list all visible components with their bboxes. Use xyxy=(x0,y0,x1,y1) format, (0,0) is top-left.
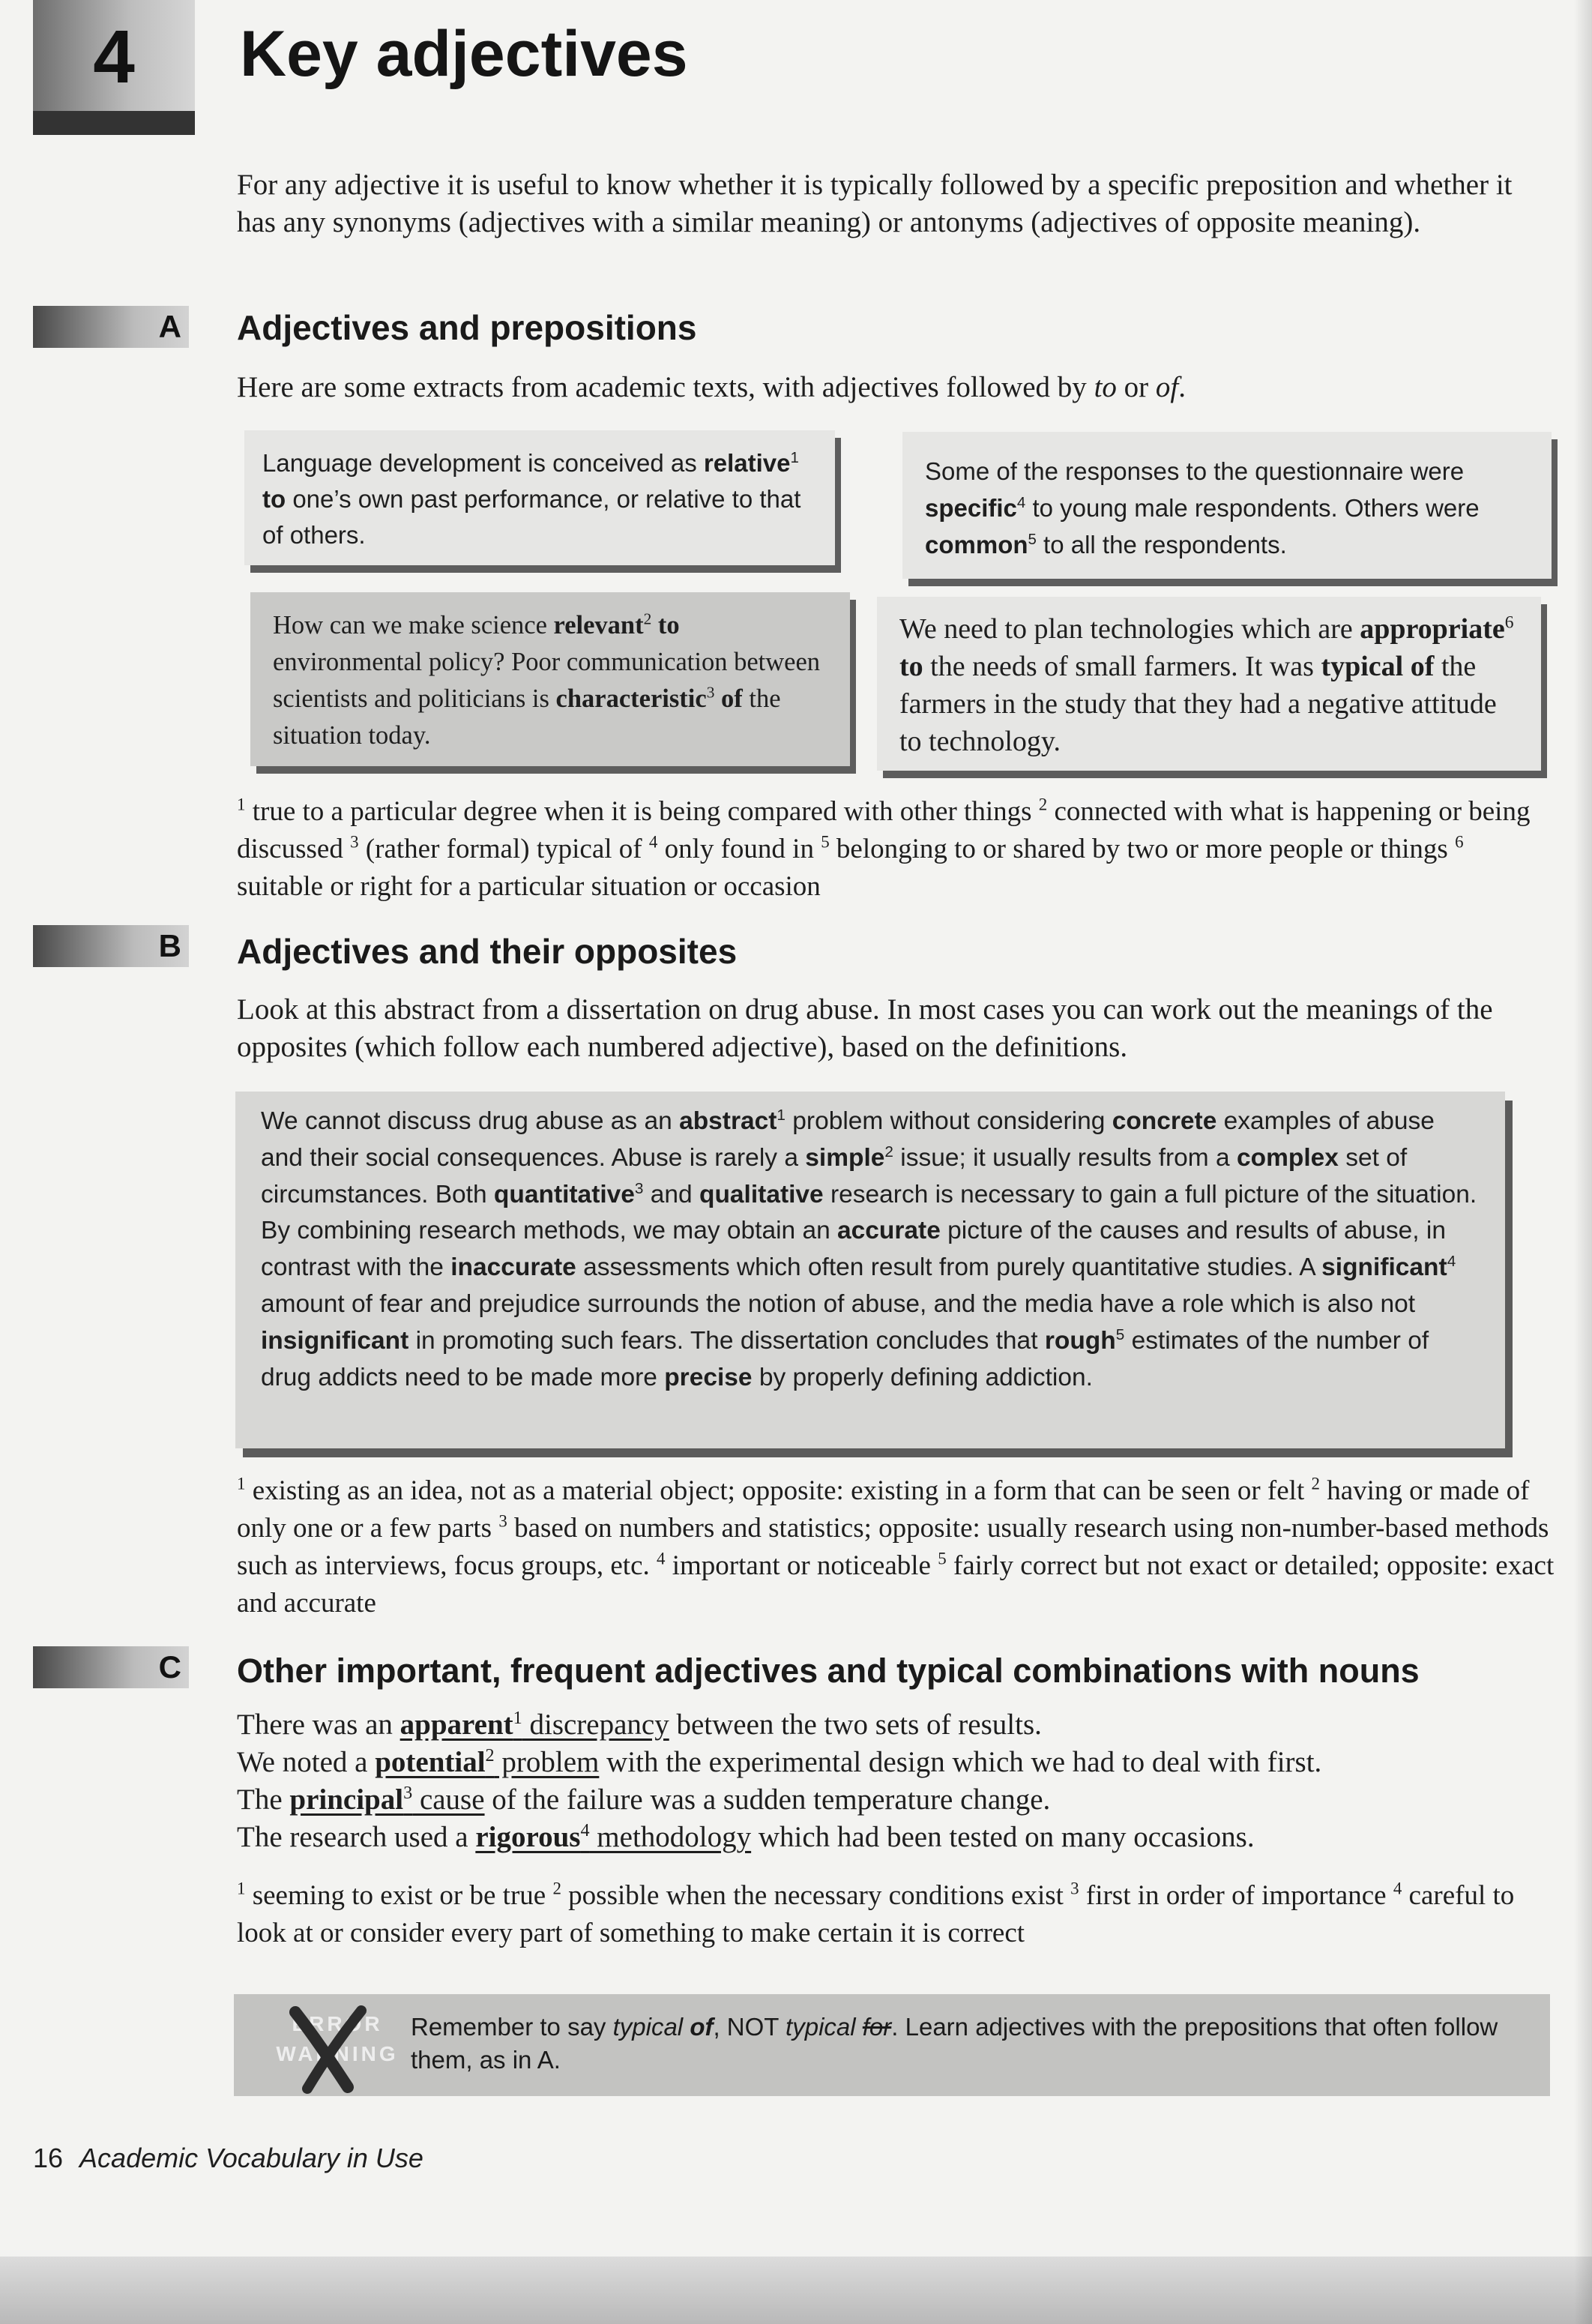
preposition: to xyxy=(262,485,286,513)
intro-of: of xyxy=(1155,371,1179,403)
section-c-marker xyxy=(33,1646,189,1688)
section-c-heading: Other important, frequent adjectives and typical combinations with nouns xyxy=(237,1652,1420,1690)
keyword: relative xyxy=(703,449,791,477)
text: by properly defining addiction. xyxy=(752,1363,1093,1391)
correct-form: typical xyxy=(612,2013,690,2041)
definition-number: 3 xyxy=(1070,1879,1079,1898)
text: examples of abuse and their social consequences. Abuse is rarely a xyxy=(261,1107,1435,1172)
error-warning-box xyxy=(234,1994,1550,2096)
definition-text: possible when the necessary conditions exist xyxy=(561,1880,1071,1911)
page-number: 16 xyxy=(33,2143,64,2173)
noun: discrepancy xyxy=(522,1709,669,1741)
text: which had been tested on many occasions. xyxy=(751,1821,1255,1853)
example-line xyxy=(237,1781,1556,1819)
example-line xyxy=(237,1819,1556,1856)
definition-text: having or made of only one or a few parts xyxy=(237,1475,1530,1544)
definition-number: 5 xyxy=(938,1549,947,1568)
adjective: apparent xyxy=(399,1709,513,1741)
section-a-letter: A xyxy=(158,309,181,344)
definition-text: fairly correct but not exact or detailed; opposite: exact and accurate xyxy=(237,1550,1555,1619)
label-line: ERROR xyxy=(292,2012,383,2035)
text: of the failure was a sudden temperature change. xyxy=(484,1783,1051,1816)
text: amount of fear and prejudice surrounds the notion of abuse, and the media have a role which is also not xyxy=(261,1289,1416,1318)
text: , NOT xyxy=(713,2013,786,2041)
footnote-ref: 1 xyxy=(513,1708,522,1728)
collocation xyxy=(375,1746,599,1778)
noun: problem xyxy=(494,1746,600,1778)
intro-to: to xyxy=(1094,371,1117,403)
footnote-ref: 3 xyxy=(706,683,715,702)
definition-text: careful to look at or consider every part of something to make certain it is correct xyxy=(237,1880,1515,1948)
text: We noted a xyxy=(237,1746,376,1778)
text: Language development is conceived as xyxy=(262,449,704,477)
text: We need to plan technologies which are xyxy=(899,613,1360,645)
page-edge-shadow xyxy=(1574,0,1592,2324)
keyword: quantitative xyxy=(493,1180,635,1208)
unit-tab-bar xyxy=(33,111,195,135)
section-a-definitions xyxy=(237,793,1556,906)
collocation xyxy=(400,1709,669,1741)
text: The research used a xyxy=(237,1821,476,1853)
label-line: WARNING xyxy=(276,2042,399,2065)
keyword: complex xyxy=(1236,1143,1339,1172)
footnote-ref: 1 xyxy=(790,449,799,466)
section-b-letter: B xyxy=(158,928,181,963)
noun: methodology xyxy=(589,1821,752,1853)
text: research is necessary to gain a full picture of the situation. By combining research methods, we may obtain an xyxy=(261,1180,1477,1245)
definition-number: 1 xyxy=(237,795,246,814)
footnote-ref: 4 xyxy=(1447,1253,1456,1271)
footnote-ref: 6 xyxy=(1504,612,1514,633)
page-footer xyxy=(33,2140,423,2177)
adjective: potential xyxy=(375,1746,486,1778)
section-c-definitions xyxy=(237,1877,1556,1952)
extract-box-1 xyxy=(244,430,835,565)
page-bottom-shadow xyxy=(0,2257,1592,2324)
collocation xyxy=(475,1821,751,1853)
adjective: principal xyxy=(289,1783,404,1816)
footnote-ref: 4 xyxy=(580,1820,590,1840)
section-c-letter: C xyxy=(158,1649,181,1685)
intro-text: Here are some extracts from academic texts, with adjectives followed by xyxy=(237,371,1094,403)
text: in promoting such fears. The dissertation concludes that xyxy=(408,1326,1045,1355)
footnote-ref: 2 xyxy=(643,609,652,628)
text: environmental policy? Poor communication between scientists and politicians is xyxy=(273,648,821,713)
footnote-ref: 4 xyxy=(1016,494,1026,511)
keyword: characteristic xyxy=(555,684,707,713)
keyword: relevant xyxy=(553,611,644,639)
section-a-marker xyxy=(33,306,189,348)
extract-box-1-text xyxy=(262,445,817,553)
footnote-ref: 2 xyxy=(884,1143,893,1161)
unit-intro: For any adjective it is useful to know whether it is typically followed by a specific preposition and whether it has any synonyms (adjectives with a similar meaning) or antonyms (adjectives of opposite meaning). xyxy=(237,169,1513,238)
error-warning-text xyxy=(411,2011,1520,2077)
definition-text: only found in xyxy=(657,834,821,864)
definition-number: 2 xyxy=(552,1879,561,1898)
abstract-box xyxy=(235,1092,1505,1448)
wrong-preposition: for xyxy=(862,2013,892,2041)
extract-box-2-text xyxy=(925,453,1529,563)
footnote-ref: 1 xyxy=(777,1106,786,1124)
keyword: accurate xyxy=(837,1217,941,1245)
definition-text: (rather formal) typical of xyxy=(358,834,649,864)
keyword: specific xyxy=(925,494,1017,522)
text: one’s own past performance, or relative to that of others. xyxy=(262,485,801,549)
definition-item xyxy=(237,796,1039,827)
footnote-ref: 5 xyxy=(1115,1325,1125,1343)
keyword: inaccurate xyxy=(450,1253,576,1282)
preposition: to xyxy=(651,611,680,639)
text: and xyxy=(643,1180,699,1208)
preposition: of xyxy=(714,684,743,713)
section-b-intro: Look at this abstract from a dissertation on drug abuse. In most cases you can work out the meanings of the opposites (which follow each numbered adjective), based on the definitions. xyxy=(237,993,1493,1063)
text: estimates of the number of drug addicts need to be made more xyxy=(261,1326,1429,1391)
footnote-ref: 3 xyxy=(403,1783,413,1803)
text: the farmers in the study that they had a negative attitude to technology. xyxy=(899,651,1497,757)
keyword: concrete xyxy=(1112,1107,1217,1135)
text: The xyxy=(237,1783,290,1816)
text: assessments which often result from purely quantitative studies. A xyxy=(576,1253,1322,1282)
definition-item xyxy=(821,834,1455,864)
keyword: qualitative xyxy=(699,1180,824,1208)
section-b-marker xyxy=(33,925,189,967)
section-a-intro xyxy=(237,369,1556,406)
footnote-ref: 2 xyxy=(485,1745,495,1765)
footnote-ref: 3 xyxy=(634,1179,644,1197)
definition-item xyxy=(237,1475,1311,1506)
intro-or: or xyxy=(1116,371,1156,403)
definition-text: connected with what is happening or being discussed xyxy=(237,796,1531,864)
definition-item xyxy=(552,1880,1070,1911)
text: the situation today. xyxy=(273,684,781,750)
cross-icon xyxy=(273,1999,378,2096)
keyword: insignificant xyxy=(261,1326,409,1355)
definition-item xyxy=(1070,1880,1393,1911)
definition-number: 6 xyxy=(1455,832,1464,852)
text: to young male respondents. Others were xyxy=(1025,494,1480,522)
definition-number: 2 xyxy=(1038,795,1048,814)
section-c-examples xyxy=(237,1706,1556,1856)
definition-item xyxy=(350,834,649,864)
keyword: simple xyxy=(805,1143,885,1172)
extract-box-3-text xyxy=(273,607,827,754)
definition-number: 1 xyxy=(237,1879,246,1898)
extract-box-4-text xyxy=(899,610,1519,760)
definition-number: 1 xyxy=(237,1474,246,1493)
correct-preposition: of xyxy=(690,2013,714,2041)
definition-text: important or noticeable xyxy=(665,1550,938,1581)
unit-number: 4 xyxy=(93,15,135,99)
adjective: rigorous xyxy=(475,1821,581,1853)
text: issue; it usually results from a xyxy=(893,1143,1237,1172)
footnote-ref: 5 xyxy=(1028,531,1037,548)
keyword: common xyxy=(925,531,1028,559)
definition-number: 4 xyxy=(657,1549,666,1568)
definition-text: seeming to exist or be true xyxy=(245,1880,553,1911)
extract-box-3 xyxy=(250,592,850,766)
text: the needs of small farmers. It was xyxy=(923,651,1321,682)
text: How can we make science xyxy=(273,611,554,639)
keyword: significant xyxy=(1321,1253,1447,1282)
text: between the two sets of results. xyxy=(669,1709,1042,1741)
definition-item xyxy=(237,1880,552,1911)
example-line xyxy=(237,1744,1556,1781)
text: to all the respondents. xyxy=(1036,531,1287,559)
text: Remember to say xyxy=(411,2013,613,2041)
definition-text: existing as an idea, not as a material object; opposite: existing in a form that can be seen or felt xyxy=(245,1475,1312,1506)
keyword: appropriate xyxy=(1360,613,1505,645)
abstract-text xyxy=(261,1104,1480,1396)
text: set of circumstances. Both xyxy=(261,1143,1408,1208)
definition-text: suitable or right for a particular situation or occasion xyxy=(237,871,821,902)
text: There was an xyxy=(237,1709,400,1741)
keyword: typical of xyxy=(1321,651,1435,682)
section-a-heading: Adjectives and prepositions xyxy=(237,308,697,347)
definition-text: true to a particular degree when it is being compared with other things xyxy=(245,796,1039,827)
keyword: rough xyxy=(1044,1326,1116,1355)
intro-end: . xyxy=(1178,371,1186,403)
definition-text: based on numbers and statistics; opposite: usually research using non-number-based methods such as interviews, focus groups, etc. xyxy=(237,1513,1549,1581)
keyword: abstract xyxy=(679,1107,777,1135)
book-title: Academic Vocabulary in Use xyxy=(79,2143,423,2173)
unit-title: Key adjectives xyxy=(240,18,688,90)
section-b-heading: Adjectives and their opposites xyxy=(237,932,738,971)
definition-number: 3 xyxy=(498,1511,507,1531)
definition-number: 4 xyxy=(1393,1879,1402,1898)
text: We cannot discuss drug abuse as an xyxy=(261,1107,680,1135)
text: problem without considering xyxy=(785,1107,1112,1135)
collocation xyxy=(289,1783,484,1816)
section-b-definitions xyxy=(237,1472,1556,1622)
noun: cause xyxy=(412,1783,485,1816)
preposition: to xyxy=(899,651,923,682)
definition-number: 2 xyxy=(1311,1474,1320,1493)
definition-number: 3 xyxy=(350,832,359,852)
extract-box-2 xyxy=(902,432,1552,579)
definition-number: 5 xyxy=(821,832,830,852)
text: . Learn adjectives with the prepositions that often follow them, as in A. xyxy=(411,2013,1498,2074)
wrong-form: typical xyxy=(786,2013,863,2041)
definition-item xyxy=(649,834,821,864)
definition-number: 4 xyxy=(648,832,658,852)
extract-box-4 xyxy=(877,597,1541,771)
keyword: precise xyxy=(664,1363,753,1391)
definition-text: first in order of importance xyxy=(1079,1880,1393,1911)
definition-item xyxy=(657,1550,938,1581)
example-line xyxy=(237,1706,1556,1744)
text: with the experimental design which we had to deal with first. xyxy=(599,1746,1322,1778)
text: picture of the causes and results of abuse, in contrast with the xyxy=(261,1217,1446,1282)
definition-text: belonging to or shared by two or more people or things xyxy=(829,834,1456,864)
text: Some of the responses to the questionnaire were xyxy=(925,457,1465,485)
